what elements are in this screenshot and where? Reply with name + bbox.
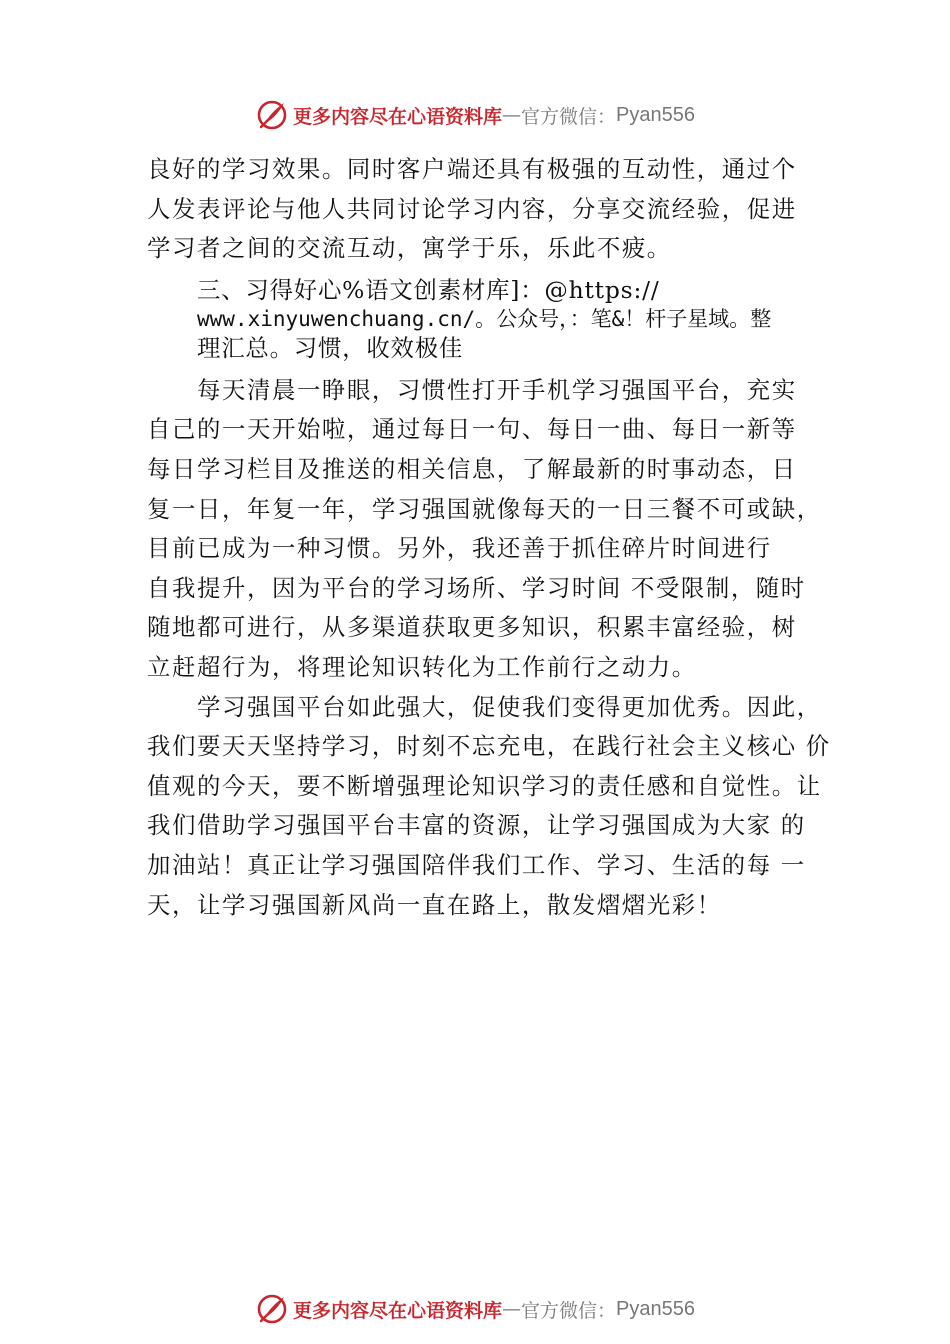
- header-watermark: [0, 93, 950, 137]
- footer-watermark: [0, 1287, 950, 1331]
- paragraph-start-line: 每天清晨一睁眼，习惯性打开手机学习强国平台，充实: [197, 375, 797, 404]
- body-line: 随地都可进行，从多渠道获取更多知识，积累丰富经验，树: [147, 613, 797, 642]
- document-body: [147, 150, 831, 925]
- body-line: 复一日，年复一年，学习强国就像每天的一日三餐不可或缺，: [147, 494, 822, 523]
- watermark-wechat-id: Pyan556: [616, 1297, 695, 1320]
- watermark-wechat-label: 官方微信：: [521, 105, 617, 128]
- body-line: 值观的今天，要不断增强理论知识学习的责任感和自觉性。让: [147, 771, 822, 800]
- body-line: 我们借助学习强国平台丰富的资源，让学习强国成为大家 的: [147, 811, 806, 840]
- watermark-dash: —: [502, 1298, 522, 1320]
- section-heading-line: 三、习得好心%语文创素材库]：@https://: [197, 275, 660, 304]
- body-line: 加油站！真正让学习强国陪伴我们工作、学习、生活的每 一: [147, 850, 806, 879]
- body-line: 目前已成为一种习惯。另外，我还善于抓住碎片时间进行: [147, 534, 772, 563]
- feather-pen-logo-icon: [255, 1292, 289, 1326]
- body-line: 人发表评论与他人共同讨论学习内容，分享交流经验，促进: [147, 194, 797, 223]
- body-line: 每日学习栏目及推送的相关信息，了解最新的时事动态，日: [147, 454, 797, 483]
- paragraph-start-line: 学习强国平台如此强大，促使我们变得更加优秀。因此，: [197, 692, 822, 721]
- watermark-site-text: 更多内容尽在心语资料库: [293, 1299, 503, 1322]
- watermark-dash: —: [502, 104, 522, 126]
- section-heading-url-line: www.xinyuwenchuang.cn/。公众号，：笔&！杆子星域。整: [197, 306, 772, 331]
- watermark-wechat-id: Pyan556: [616, 103, 695, 126]
- body-line: 良好的学习效果。同时客户端还具有极强的互动性，通过个: [147, 155, 797, 183]
- body-line: 学习者之间的交流互动，寓学于乐，乐此不疲。: [147, 234, 672, 263]
- feather-pen-logo-icon: [255, 98, 289, 132]
- body-line: 立赶超行为，将理论知识转化为工作前行之动力。: [147, 652, 697, 681]
- body-line: 自我提升，因为平台的学习场所、学习时间 不受限制，随时: [147, 573, 806, 602]
- watermark-site-text: 更多内容尽在心语资料库: [293, 105, 503, 128]
- section-heading-line: 理汇总。习惯，收效极佳: [197, 333, 464, 362]
- body-line: 我们要天天坚持学习，时刻不忘充电，在践行社会主义核心 价: [147, 732, 831, 761]
- body-line: 天，让学习强国新风尚一直在路上，散发熠熠光彩！: [147, 890, 722, 919]
- watermark-wechat-label: 官方微信：: [521, 1299, 617, 1322]
- body-line: 自己的一天开始啦，通过每日一句、每日一曲、每日一新等: [147, 415, 797, 444]
